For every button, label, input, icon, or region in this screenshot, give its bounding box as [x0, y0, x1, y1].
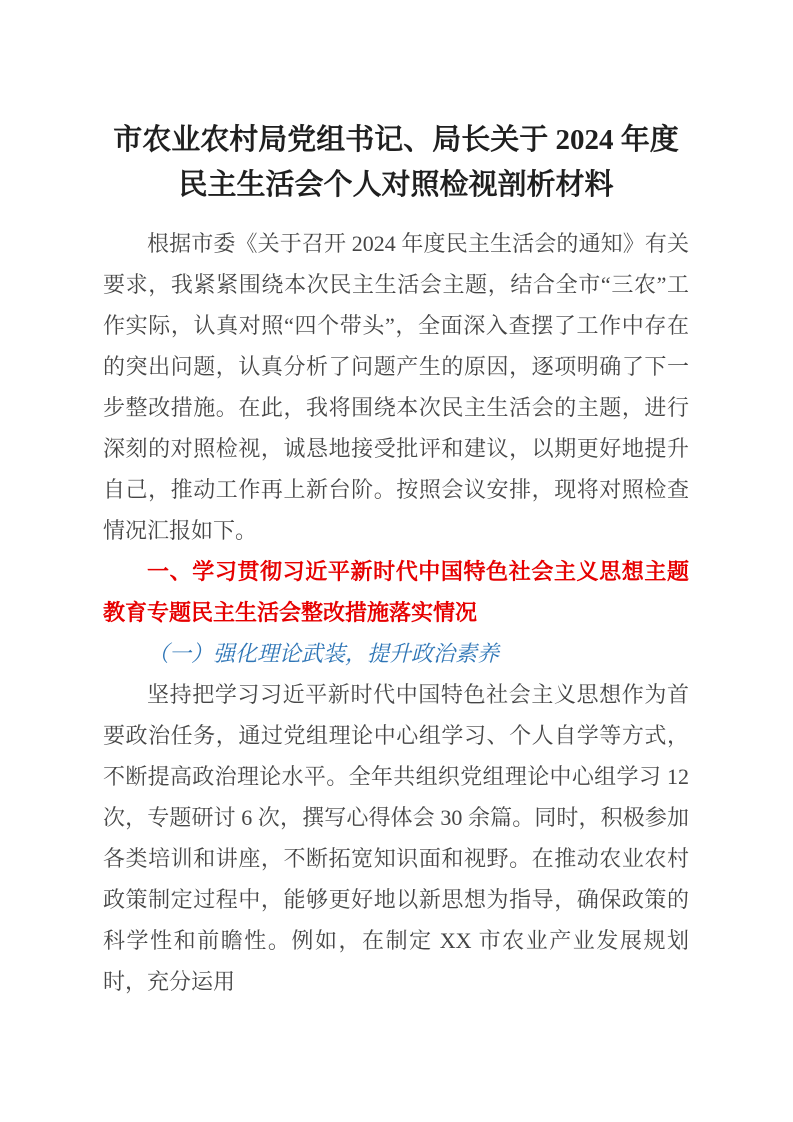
paragraph-theory-study: 坚持把学习习近平新时代中国特色社会主义思想作为首要政治任务，通过党组理论中心组学习、个人自学等方式，不断提高政治理论水平。全年共组织党组理论中心组学习 12 次，专题研讨 6 次，撰写心得体会 30 余篇。同时，积极参加各类培训和讲座，不断拓宽知识面和视野。在推动农业农村政策制定过程中，能够更好地以新思想为指导，确保政策的科学性和前瞻性。例如，在制定 XX 市农业产业发展规划时，充分运用 [103, 682, 689, 994]
subsection-heading-1-1: （一）强化理论武装，提升政治素养 [147, 641, 500, 666]
paragraph-intro: 根据市委《关于召开 2024 年度民主生活会的通知》有关要求，我紧紧围绕本次民主生活会主题，结合全市“三农”工作实际，认真对照“四个带头”，全面深入查摆了工作中存在的突出问题，认真分析了问题产生的原因，逐项明确了下一步整改措施。在此，我将围绕本次民主生活会的主题，进行深刻的对照检视，诚恳地接受批评和建议，以期更好地提升自己，推动工作再上新台阶。按照会议安排，现将对照检查情况汇报如下。 [103, 231, 689, 543]
document-title: 市农业农村局党组书记、局长关于 2024 年度民主生活会个人对照检视剖析材料 [113, 124, 679, 201]
section-heading-1: 一、学习贯彻习近平新时代中国特色社会主义思想主题教育专题民主生活会整改措施落实情况 [103, 559, 689, 625]
